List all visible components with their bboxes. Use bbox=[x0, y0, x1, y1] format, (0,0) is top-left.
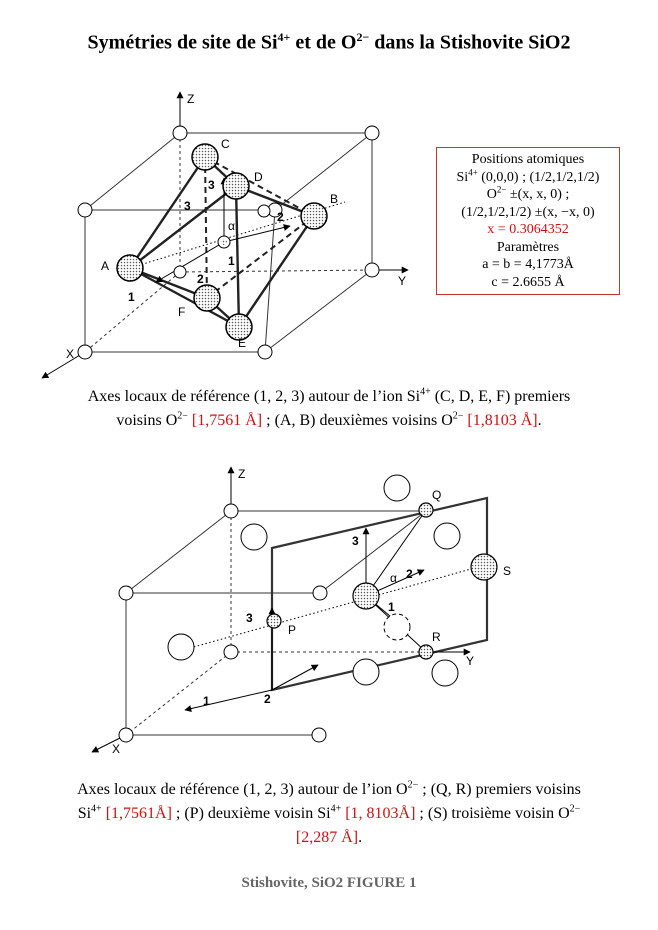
atom-label-d: D bbox=[254, 170, 263, 184]
axis-label-x: X bbox=[66, 347, 75, 361]
atom-s bbox=[471, 554, 497, 580]
atom-b bbox=[301, 203, 327, 229]
local-axis-label-3b: 3 bbox=[246, 611, 253, 625]
lattice-atom bbox=[258, 205, 270, 217]
lattice-atom bbox=[224, 504, 238, 518]
lattice-atom bbox=[365, 263, 379, 277]
x-axis bbox=[42, 352, 85, 378]
local-axis-label-3: 3 bbox=[352, 534, 359, 548]
local-axis-label-1b: 1 bbox=[203, 694, 210, 708]
atom-label-a: A bbox=[101, 259, 110, 273]
o-positions-2: (1/2,1/2,1/2) ±(x, −x, 0) bbox=[461, 204, 595, 220]
diagram-si-site bbox=[30, 85, 430, 380]
local-axis-label-2: 2 bbox=[406, 567, 413, 581]
atom-label-e: E bbox=[238, 336, 247, 350]
atom-c bbox=[192, 144, 218, 170]
si-positions: $Si^{4+}$ (0,0,0) ; (1/2,1/2,1/2) bbox=[456, 166, 600, 185]
o-atom-open bbox=[384, 475, 410, 501]
atom-label-p: P bbox=[288, 623, 297, 637]
lattice-atom bbox=[119, 728, 133, 742]
positions-heading: Positions atomiques bbox=[471, 152, 585, 167]
lattice-atom bbox=[258, 345, 272, 359]
atom-label-f: F bbox=[178, 305, 186, 319]
figure-footer: Stishovite, SiO2 FIGURE 1 bbox=[241, 875, 417, 891]
atom-q bbox=[419, 503, 433, 517]
lattice-atom bbox=[78, 203, 92, 217]
local-axis-label-2b: 2 bbox=[264, 692, 271, 706]
lattice-atom bbox=[313, 586, 327, 600]
local-axis-label-1b: 1 bbox=[128, 290, 135, 304]
axis-label-x: X bbox=[112, 742, 121, 756]
local-axis-label-2: 2 bbox=[277, 210, 284, 224]
o-atom-open bbox=[241, 524, 267, 550]
local-axis-label-1: 1 bbox=[388, 600, 395, 614]
o-atom-open bbox=[432, 660, 458, 686]
atom-d bbox=[223, 173, 249, 199]
lattice-atom bbox=[224, 645, 238, 659]
alpha-label: α bbox=[390, 571, 397, 585]
atom-p bbox=[267, 614, 281, 628]
local-axis-label-2b: 2 bbox=[197, 272, 204, 286]
atomic-positions-box bbox=[436, 147, 620, 295]
axis-label-y: Y bbox=[466, 654, 475, 668]
o-atom-open bbox=[434, 523, 460, 549]
caption-1: Axes locaux de référence (1, 2, 3) autour de l’ion $Si^{4+}$ (C, D, E, F) premiers voisins $O^{2-}$ [1,7561 Å] ; (A, B) deuxièmes voisins $O^{2-}$ [1,8103 Å]. bbox=[87, 386, 571, 429]
o-atom-ghost bbox=[384, 614, 410, 640]
local-axis-label-3b: 3 bbox=[184, 199, 191, 213]
lattice-atom bbox=[365, 126, 379, 140]
o-atom-open bbox=[353, 659, 379, 685]
local-axis-label-1: 1 bbox=[228, 254, 235, 268]
lattice-atom bbox=[78, 345, 92, 359]
atom-label-r: R bbox=[432, 630, 441, 644]
atom-label-b: B bbox=[330, 192, 339, 206]
axis-label-z: Z bbox=[238, 467, 246, 481]
axis-label-y: Y bbox=[398, 274, 407, 288]
atom-label-q: Q bbox=[432, 488, 442, 502]
caption-2: Axes locaux de référence (1, 2, 3) autour de l’ion $O^{2-}$ ; (Q, R) premiers voisins $Si^{4+}$ [1,7561Å] ; (P) deuxième voisin $Si^{4+}$ [1, 8103Å] ; (S) troisième voisin $O^{2-}$ [2,287 Å]. bbox=[77, 779, 581, 846]
o-atom-open bbox=[168, 634, 194, 660]
atom-label-s: S bbox=[503, 564, 512, 578]
page-title: Symétries de site de $Si^{4+}$ et de $O^{2-}$ dans la Stishovite SiO2 bbox=[87, 30, 571, 54]
local-axis-label-3: 3 bbox=[208, 178, 215, 192]
lattice-atom bbox=[173, 126, 187, 140]
center-o-atom bbox=[353, 583, 379, 609]
atom-f bbox=[194, 285, 220, 311]
diagram-o-site bbox=[80, 460, 530, 760]
lattice-atom bbox=[312, 728, 326, 742]
o-positions: $O^{2-} \pm(x$, x, 0) ; bbox=[486, 184, 570, 202]
param-c: c = 2.6655 Å bbox=[491, 274, 565, 290]
alpha-label: α bbox=[228, 219, 235, 233]
params-heading: Paramètres bbox=[496, 239, 560, 255]
lattice-atom bbox=[174, 266, 186, 278]
atom-label-c: C bbox=[221, 137, 230, 151]
atom-r bbox=[419, 645, 433, 659]
axis-label-z: Z bbox=[187, 92, 195, 106]
atom-a bbox=[117, 255, 143, 281]
param-a: a = b = 4,1773Å bbox=[482, 257, 574, 272]
lattice-atom bbox=[119, 586, 133, 600]
x-value: x = 0.3064352 bbox=[487, 222, 569, 237]
